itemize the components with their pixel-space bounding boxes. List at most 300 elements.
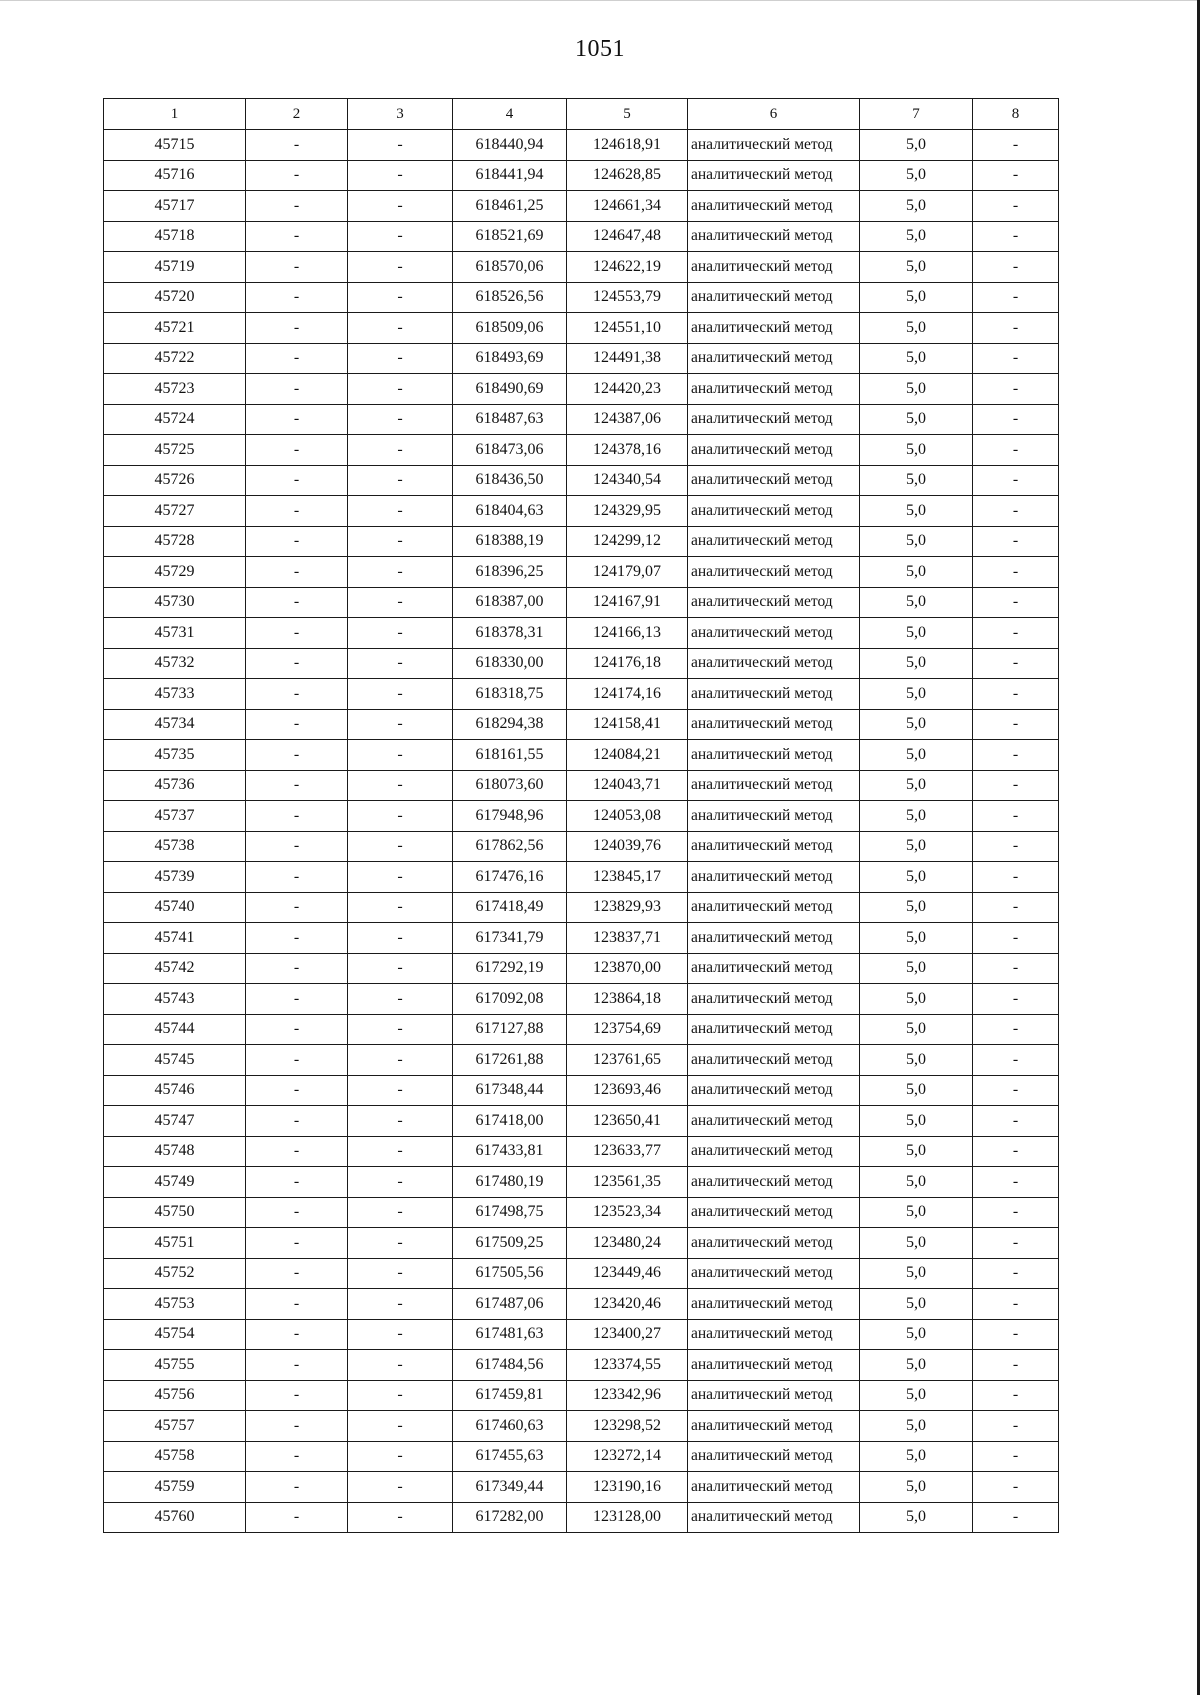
- method-cell: аналитический метод: [688, 557, 860, 588]
- accuracy-cell: 5,0: [860, 282, 973, 313]
- col2-cell: -: [246, 923, 348, 954]
- col3-cell: -: [348, 1319, 453, 1350]
- accuracy-cell: 5,0: [860, 374, 973, 405]
- accuracy-cell: 5,0: [860, 313, 973, 344]
- col3-cell: -: [348, 1258, 453, 1289]
- y-coordinate-cell: 123190,16: [567, 1472, 688, 1503]
- col2-cell: -: [246, 1319, 348, 1350]
- y-coordinate-cell: 123870,00: [567, 953, 688, 984]
- point-number-cell: 45750: [104, 1197, 246, 1228]
- accuracy-cell: 5,0: [860, 526, 973, 557]
- col3-cell: -: [348, 801, 453, 832]
- x-coordinate-cell: 617418,00: [453, 1106, 567, 1137]
- method-cell: аналитический метод: [688, 984, 860, 1015]
- col8-cell: -: [973, 1441, 1059, 1472]
- page-top-edge: [0, 0, 1200, 1]
- col3-cell: -: [348, 1502, 453, 1533]
- col8-cell: -: [973, 221, 1059, 252]
- x-coordinate-cell: 618294,38: [453, 709, 567, 740]
- y-coordinate-cell: 123693,46: [567, 1075, 688, 1106]
- accuracy-cell: 5,0: [860, 953, 973, 984]
- col2-cell: -: [246, 1228, 348, 1259]
- col3-cell: -: [348, 1167, 453, 1198]
- point-number-cell: 45751: [104, 1228, 246, 1259]
- table-row: [104, 1289, 1059, 1320]
- y-coordinate-cell: 124618,91: [567, 130, 688, 161]
- col2-cell: -: [246, 801, 348, 832]
- col3-cell: -: [348, 740, 453, 771]
- accuracy-cell: 5,0: [860, 587, 973, 618]
- column-header: 7: [860, 99, 973, 130]
- method-cell: аналитический метод: [688, 160, 860, 191]
- y-coordinate-cell: 124053,08: [567, 801, 688, 832]
- col3-cell: -: [348, 404, 453, 435]
- col8-cell: -: [973, 160, 1059, 191]
- point-number-cell: 45749: [104, 1167, 246, 1198]
- accuracy-cell: 5,0: [860, 557, 973, 588]
- x-coordinate-cell: 618404,63: [453, 496, 567, 527]
- col3-cell: -: [348, 1350, 453, 1381]
- col8-cell: -: [973, 1106, 1059, 1137]
- col8-cell: -: [973, 1380, 1059, 1411]
- accuracy-cell: 5,0: [860, 1502, 973, 1533]
- col8-cell: -: [973, 557, 1059, 588]
- table-row: [104, 770, 1059, 801]
- column-header: 2: [246, 99, 348, 130]
- method-cell: аналитический метод: [688, 1289, 860, 1320]
- col3-cell: -: [348, 618, 453, 649]
- y-coordinate-cell: 123272,14: [567, 1441, 688, 1472]
- y-coordinate-cell: 123420,46: [567, 1289, 688, 1320]
- point-number-cell: 45746: [104, 1075, 246, 1106]
- col8-cell: -: [973, 1197, 1059, 1228]
- y-coordinate-cell: 124340,54: [567, 465, 688, 496]
- table-row: [104, 679, 1059, 710]
- method-cell: аналитический метод: [688, 1197, 860, 1228]
- table-row: [104, 160, 1059, 191]
- col3-cell: -: [348, 343, 453, 374]
- col3-cell: -: [348, 862, 453, 893]
- col2-cell: -: [246, 404, 348, 435]
- table-row: [104, 1106, 1059, 1137]
- table-row: [104, 1228, 1059, 1259]
- col8-cell: -: [973, 801, 1059, 832]
- table-row: [104, 465, 1059, 496]
- accuracy-cell: 5,0: [860, 160, 973, 191]
- col3-cell: -: [348, 557, 453, 588]
- col2-cell: -: [246, 862, 348, 893]
- method-cell: аналитический метод: [688, 770, 860, 801]
- method-cell: аналитический метод: [688, 1106, 860, 1137]
- method-cell: аналитический метод: [688, 648, 860, 679]
- x-coordinate-cell: 617480,19: [453, 1167, 567, 1198]
- table-row: [104, 557, 1059, 588]
- col8-cell: -: [973, 1014, 1059, 1045]
- col3-cell: -: [348, 191, 453, 222]
- x-coordinate-cell: 618521,69: [453, 221, 567, 252]
- accuracy-cell: 5,0: [860, 1472, 973, 1503]
- x-coordinate-cell: 617481,63: [453, 1319, 567, 1350]
- y-coordinate-cell: 124158,41: [567, 709, 688, 740]
- point-number-cell: 45757: [104, 1411, 246, 1442]
- col8-cell: -: [973, 1502, 1059, 1533]
- point-number-cell: 45737: [104, 801, 246, 832]
- col8-cell: -: [973, 1258, 1059, 1289]
- point-number-cell: 45730: [104, 587, 246, 618]
- x-coordinate-cell: 617498,75: [453, 1197, 567, 1228]
- x-coordinate-cell: 618490,69: [453, 374, 567, 405]
- method-cell: аналитический метод: [688, 1319, 860, 1350]
- col2-cell: -: [246, 1350, 348, 1381]
- col8-cell: -: [973, 1167, 1059, 1198]
- col8-cell: -: [973, 313, 1059, 344]
- method-cell: аналитический метод: [688, 435, 860, 466]
- y-coordinate-cell: 124039,76: [567, 831, 688, 862]
- x-coordinate-cell: 618440,94: [453, 130, 567, 161]
- point-number-cell: 45744: [104, 1014, 246, 1045]
- y-coordinate-cell: 124553,79: [567, 282, 688, 313]
- table-row: [104, 1045, 1059, 1076]
- col3-cell: -: [348, 1472, 453, 1503]
- col2-cell: -: [246, 191, 348, 222]
- col3-cell: -: [348, 252, 453, 283]
- table-row: [104, 1075, 1059, 1106]
- column-header: 6: [688, 99, 860, 130]
- col3-cell: -: [348, 1106, 453, 1137]
- table-row: [104, 435, 1059, 466]
- point-number-cell: 45724: [104, 404, 246, 435]
- col2-cell: -: [246, 1441, 348, 1472]
- col8-cell: -: [973, 831, 1059, 862]
- table-row: [104, 1319, 1059, 1350]
- method-cell: аналитический метод: [688, 892, 860, 923]
- col2-cell: -: [246, 740, 348, 771]
- y-coordinate-cell: 124420,23: [567, 374, 688, 405]
- y-coordinate-cell: 124378,16: [567, 435, 688, 466]
- col2-cell: -: [246, 496, 348, 527]
- point-number-cell: 45731: [104, 618, 246, 649]
- method-cell: аналитический метод: [688, 1258, 860, 1289]
- col2-cell: -: [246, 587, 348, 618]
- table-header-row: [104, 99, 1059, 130]
- col8-cell: -: [973, 526, 1059, 557]
- col2-cell: -: [246, 557, 348, 588]
- col2-cell: -: [246, 618, 348, 649]
- y-coordinate-cell: 124329,95: [567, 496, 688, 527]
- x-coordinate-cell: 618330,00: [453, 648, 567, 679]
- col8-cell: -: [973, 953, 1059, 984]
- table-row: [104, 252, 1059, 283]
- col3-cell: -: [348, 1441, 453, 1472]
- table-row: [104, 923, 1059, 954]
- x-coordinate-cell: 618387,00: [453, 587, 567, 618]
- col3-cell: -: [348, 313, 453, 344]
- method-cell: аналитический метод: [688, 1045, 860, 1076]
- method-cell: аналитический метод: [688, 1014, 860, 1045]
- y-coordinate-cell: 124179,07: [567, 557, 688, 588]
- point-number-cell: 45747: [104, 1106, 246, 1137]
- y-coordinate-cell: 124167,91: [567, 587, 688, 618]
- point-number-cell: 45721: [104, 313, 246, 344]
- col3-cell: -: [348, 648, 453, 679]
- table-row: [104, 221, 1059, 252]
- column-header: 4: [453, 99, 567, 130]
- table-row: [104, 1136, 1059, 1167]
- table-row: [104, 526, 1059, 557]
- col3-cell: -: [348, 1380, 453, 1411]
- x-coordinate-cell: 617127,88: [453, 1014, 567, 1045]
- col8-cell: -: [973, 1289, 1059, 1320]
- y-coordinate-cell: 123829,93: [567, 892, 688, 923]
- accuracy-cell: 5,0: [860, 984, 973, 1015]
- x-coordinate-cell: 617282,00: [453, 1502, 567, 1533]
- col2-cell: -: [246, 953, 348, 984]
- col2-cell: -: [246, 526, 348, 557]
- col2-cell: -: [246, 1075, 348, 1106]
- y-coordinate-cell: 123845,17: [567, 862, 688, 893]
- x-coordinate-cell: 618318,75: [453, 679, 567, 710]
- col8-cell: -: [973, 1228, 1059, 1259]
- x-coordinate-cell: 617292,19: [453, 953, 567, 984]
- table-row: [104, 1502, 1059, 1533]
- col8-cell: -: [973, 404, 1059, 435]
- accuracy-cell: 5,0: [860, 1045, 973, 1076]
- method-cell: аналитический метод: [688, 923, 860, 954]
- col8-cell: -: [973, 1350, 1059, 1381]
- col3-cell: -: [348, 282, 453, 313]
- y-coordinate-cell: 123400,27: [567, 1319, 688, 1350]
- x-coordinate-cell: 617505,56: [453, 1258, 567, 1289]
- y-coordinate-cell: 124176,18: [567, 648, 688, 679]
- method-cell: аналитический метод: [688, 862, 860, 893]
- point-number-cell: 45729: [104, 557, 246, 588]
- point-number-cell: 45754: [104, 1319, 246, 1350]
- y-coordinate-cell: 123650,41: [567, 1106, 688, 1137]
- table-row: [104, 740, 1059, 771]
- x-coordinate-cell: 617862,56: [453, 831, 567, 862]
- col3-cell: -: [348, 1075, 453, 1106]
- method-cell: аналитический метод: [688, 374, 860, 405]
- col8-cell: -: [973, 282, 1059, 313]
- y-coordinate-cell: 124166,13: [567, 618, 688, 649]
- method-cell: аналитический метод: [688, 1350, 860, 1381]
- x-coordinate-cell: 617460,63: [453, 1411, 567, 1442]
- table-row: [104, 892, 1059, 923]
- y-coordinate-cell: 123754,69: [567, 1014, 688, 1045]
- y-coordinate-cell: 124084,21: [567, 740, 688, 771]
- table-row: [104, 831, 1059, 862]
- y-coordinate-cell: 124551,10: [567, 313, 688, 344]
- accuracy-cell: 5,0: [860, 1289, 973, 1320]
- method-cell: аналитический метод: [688, 221, 860, 252]
- column-header: 5: [567, 99, 688, 130]
- col8-cell: -: [973, 1472, 1059, 1503]
- column-header: 3: [348, 99, 453, 130]
- accuracy-cell: 5,0: [860, 648, 973, 679]
- col2-cell: -: [246, 130, 348, 161]
- accuracy-cell: 5,0: [860, 679, 973, 710]
- col2-cell: -: [246, 282, 348, 313]
- point-number-cell: 45745: [104, 1045, 246, 1076]
- col8-cell: -: [973, 984, 1059, 1015]
- y-coordinate-cell: 123864,18: [567, 984, 688, 1015]
- y-coordinate-cell: 124647,48: [567, 221, 688, 252]
- method-cell: аналитический метод: [688, 130, 860, 161]
- accuracy-cell: 5,0: [860, 343, 973, 374]
- accuracy-cell: 5,0: [860, 404, 973, 435]
- y-coordinate-cell: 123342,96: [567, 1380, 688, 1411]
- col3-cell: -: [348, 465, 453, 496]
- col8-cell: -: [973, 435, 1059, 466]
- col2-cell: -: [246, 1045, 348, 1076]
- x-coordinate-cell: 617948,96: [453, 801, 567, 832]
- y-coordinate-cell: 124387,06: [567, 404, 688, 435]
- point-number-cell: 45739: [104, 862, 246, 893]
- col3-cell: -: [348, 1014, 453, 1045]
- table-row: [104, 984, 1059, 1015]
- col3-cell: -: [348, 984, 453, 1015]
- method-cell: аналитический метод: [688, 1167, 860, 1198]
- col2-cell: -: [246, 1106, 348, 1137]
- col2-cell: -: [246, 648, 348, 679]
- accuracy-cell: 5,0: [860, 130, 973, 161]
- x-coordinate-cell: 617341,79: [453, 923, 567, 954]
- col3-cell: -: [348, 953, 453, 984]
- table-row: [104, 1167, 1059, 1198]
- table-body: [104, 130, 1059, 1533]
- accuracy-cell: 5,0: [860, 1167, 973, 1198]
- point-number-cell: 45740: [104, 892, 246, 923]
- col3-cell: -: [348, 1136, 453, 1167]
- col2-cell: -: [246, 1258, 348, 1289]
- table-row: [104, 1380, 1059, 1411]
- method-cell: аналитический метод: [688, 1502, 860, 1533]
- point-number-cell: 45756: [104, 1380, 246, 1411]
- col3-cell: -: [348, 1228, 453, 1259]
- point-number-cell: 45722: [104, 343, 246, 374]
- x-coordinate-cell: 618378,31: [453, 618, 567, 649]
- col2-cell: -: [246, 831, 348, 862]
- col2-cell: -: [246, 465, 348, 496]
- point-number-cell: 45735: [104, 740, 246, 771]
- table-row: [104, 313, 1059, 344]
- x-coordinate-cell: 617349,44: [453, 1472, 567, 1503]
- col8-cell: -: [973, 1319, 1059, 1350]
- method-cell: аналитический метод: [688, 740, 860, 771]
- method-cell: аналитический метод: [688, 526, 860, 557]
- point-number-cell: 45717: [104, 191, 246, 222]
- y-coordinate-cell: 123837,71: [567, 923, 688, 954]
- col2-cell: -: [246, 1136, 348, 1167]
- col8-cell: -: [973, 191, 1059, 222]
- col2-cell: -: [246, 1289, 348, 1320]
- method-cell: аналитический метод: [688, 831, 860, 862]
- col8-cell: -: [973, 648, 1059, 679]
- col2-cell: -: [246, 1411, 348, 1442]
- y-coordinate-cell: 123298,52: [567, 1411, 688, 1442]
- point-number-cell: 45732: [104, 648, 246, 679]
- accuracy-cell: 5,0: [860, 1441, 973, 1472]
- accuracy-cell: 5,0: [860, 465, 973, 496]
- accuracy-cell: 5,0: [860, 221, 973, 252]
- table-row: [104, 1411, 1059, 1442]
- method-cell: аналитический метод: [688, 1380, 860, 1411]
- point-number-cell: 45759: [104, 1472, 246, 1503]
- col3-cell: -: [348, 1411, 453, 1442]
- accuracy-cell: 5,0: [860, 1075, 973, 1106]
- x-coordinate-cell: 618161,55: [453, 740, 567, 771]
- accuracy-cell: 5,0: [860, 770, 973, 801]
- x-coordinate-cell: 618487,63: [453, 404, 567, 435]
- accuracy-cell: 5,0: [860, 1350, 973, 1381]
- method-cell: аналитический метод: [688, 465, 860, 496]
- accuracy-cell: 5,0: [860, 1106, 973, 1137]
- x-coordinate-cell: 617433,81: [453, 1136, 567, 1167]
- y-coordinate-cell: 124491,38: [567, 343, 688, 374]
- point-number-cell: 45738: [104, 831, 246, 862]
- table-row: [104, 1014, 1059, 1045]
- accuracy-cell: 5,0: [860, 1319, 973, 1350]
- point-number-cell: 45728: [104, 526, 246, 557]
- accuracy-cell: 5,0: [860, 496, 973, 527]
- col3-cell: -: [348, 130, 453, 161]
- point-number-cell: 45725: [104, 435, 246, 466]
- column-header: 1: [104, 99, 246, 130]
- x-coordinate-cell: 617484,56: [453, 1350, 567, 1381]
- table-row: [104, 130, 1059, 161]
- y-coordinate-cell: 123128,00: [567, 1502, 688, 1533]
- x-coordinate-cell: 618461,25: [453, 191, 567, 222]
- col8-cell: -: [973, 740, 1059, 771]
- x-coordinate-cell: 618473,06: [453, 435, 567, 466]
- col3-cell: -: [348, 1197, 453, 1228]
- accuracy-cell: 5,0: [860, 923, 973, 954]
- col8-cell: -: [973, 130, 1059, 161]
- method-cell: аналитический метод: [688, 679, 860, 710]
- point-number-cell: 45752: [104, 1258, 246, 1289]
- y-coordinate-cell: 123523,34: [567, 1197, 688, 1228]
- table-row: [104, 1441, 1059, 1472]
- col3-cell: -: [348, 892, 453, 923]
- col3-cell: -: [348, 496, 453, 527]
- accuracy-cell: 5,0: [860, 252, 973, 283]
- col2-cell: -: [246, 1197, 348, 1228]
- x-coordinate-cell: 618493,69: [453, 343, 567, 374]
- point-number-cell: 45726: [104, 465, 246, 496]
- x-coordinate-cell: 617348,44: [453, 1075, 567, 1106]
- x-coordinate-cell: 618509,06: [453, 313, 567, 344]
- col8-cell: -: [973, 465, 1059, 496]
- table-row: [104, 648, 1059, 679]
- y-coordinate-cell: 124622,19: [567, 252, 688, 283]
- x-coordinate-cell: 618441,94: [453, 160, 567, 191]
- method-cell: аналитический метод: [688, 1411, 860, 1442]
- x-coordinate-cell: 618396,25: [453, 557, 567, 588]
- y-coordinate-cell: 123761,65: [567, 1045, 688, 1076]
- col2-cell: -: [246, 770, 348, 801]
- page-number: 1051: [575, 36, 625, 62]
- point-number-cell: 45723: [104, 374, 246, 405]
- table-row: [104, 191, 1059, 222]
- col3-cell: -: [348, 526, 453, 557]
- point-number-cell: 45743: [104, 984, 246, 1015]
- col8-cell: -: [973, 374, 1059, 405]
- accuracy-cell: 5,0: [860, 191, 973, 222]
- y-coordinate-cell: 123561,35: [567, 1167, 688, 1198]
- x-coordinate-cell: 618526,56: [453, 282, 567, 313]
- y-coordinate-cell: 123449,46: [567, 1258, 688, 1289]
- col3-cell: -: [348, 770, 453, 801]
